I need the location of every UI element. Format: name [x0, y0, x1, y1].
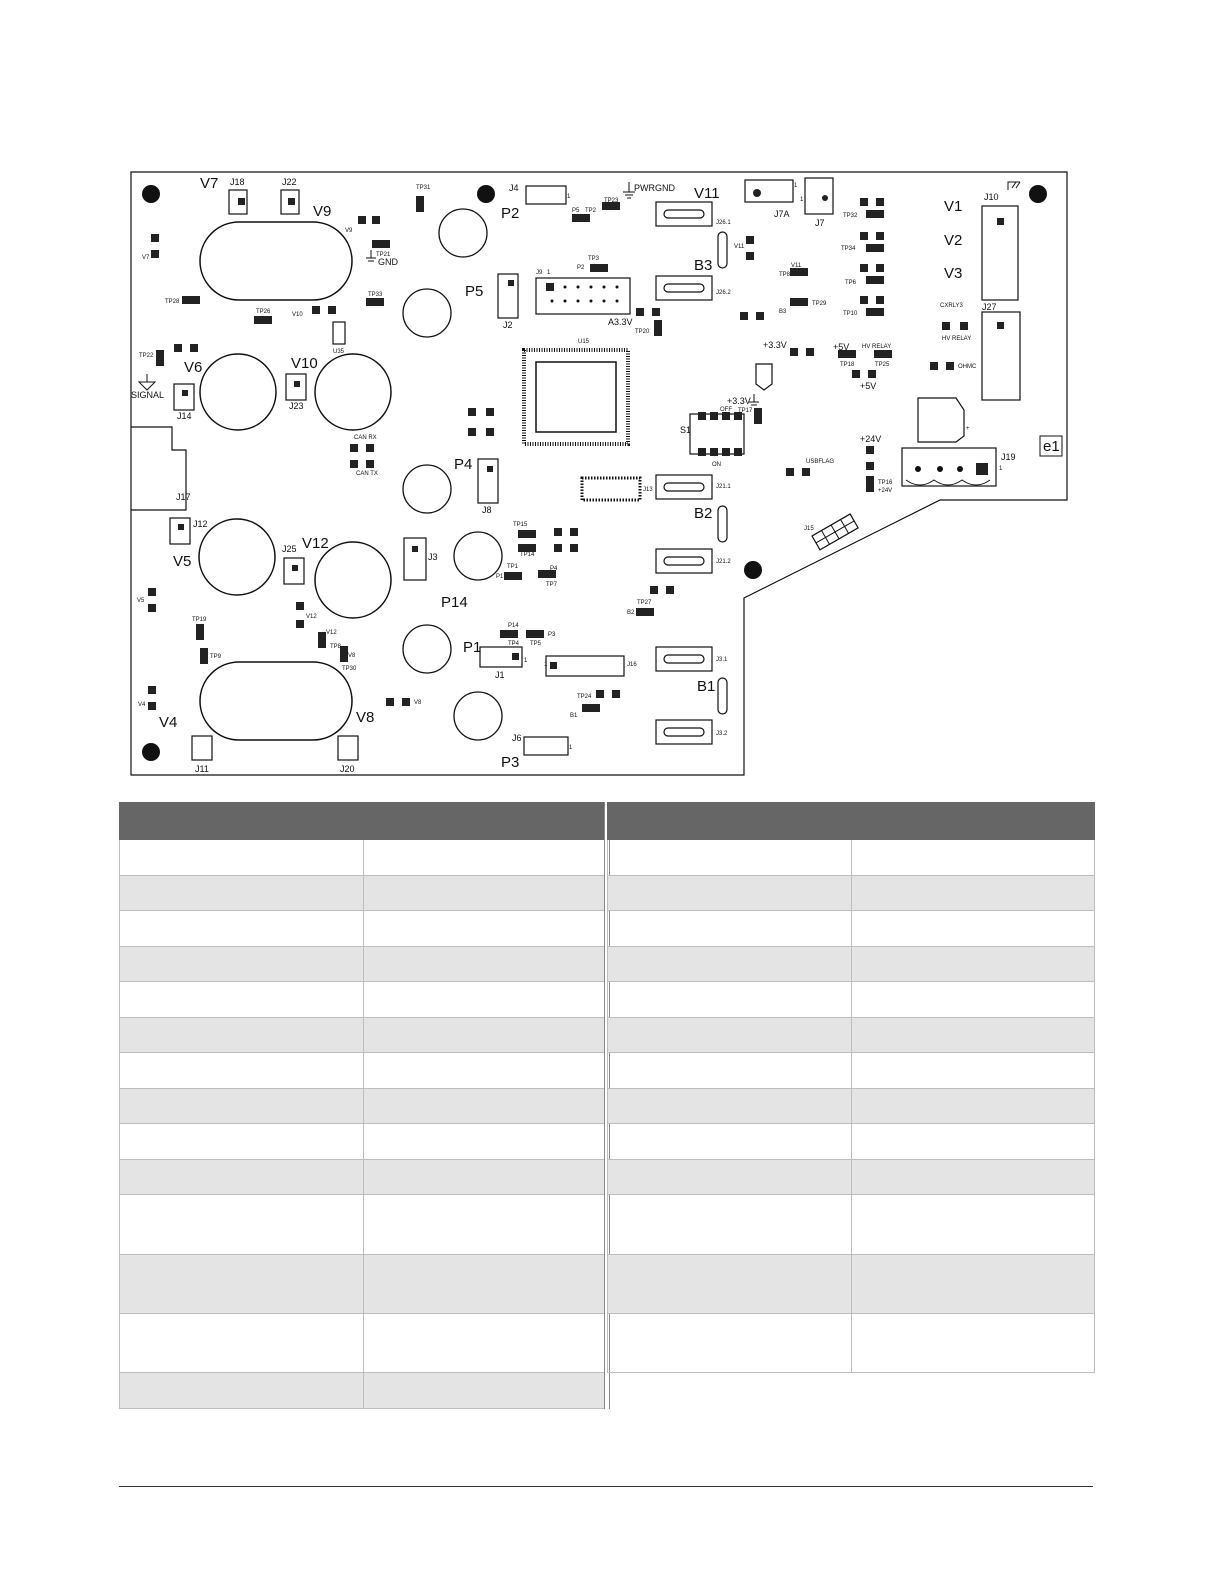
table-cell — [120, 1089, 364, 1124]
svg-text:P1: P1 — [496, 574, 504, 580]
table-cell — [120, 947, 364, 982]
svg-text:J26.1: J26.1 — [716, 220, 731, 226]
table-cell — [120, 1124, 364, 1160]
svg-text:TP27: TP27 — [637, 600, 652, 606]
smd-pads — [148, 189, 1004, 712]
table-cell — [120, 982, 364, 1018]
svg-text:V1: V1 — [944, 198, 963, 215]
connector-j13 — [582, 478, 640, 500]
table-cell — [851, 1053, 1095, 1089]
svg-text:TP8: TP8 — [330, 644, 342, 650]
svg-text:PWRGND: PWRGND — [634, 183, 675, 193]
svg-text:TP32: TP32 — [843, 213, 858, 219]
mount-hole-bottom-left — [142, 743, 160, 761]
table-cell — [851, 1314, 1095, 1373]
svg-text:J26.2: J26.2 — [716, 290, 731, 296]
svg-text:TP16: TP16 — [878, 480, 893, 486]
table-cell — [363, 1053, 607, 1089]
table-cell — [363, 982, 607, 1018]
svg-text:TP33: TP33 — [368, 292, 383, 298]
svg-text:J27: J27 — [982, 302, 997, 312]
svg-text:+5V: +5V — [833, 342, 850, 352]
table-cell — [120, 911, 364, 947]
svg-text:J17: J17 — [176, 492, 191, 502]
table-cell — [851, 1195, 1095, 1255]
header-j9 — [536, 278, 630, 314]
svg-text:1: 1 — [544, 662, 548, 668]
table-cell — [608, 911, 852, 947]
valve-v9-oval — [200, 222, 352, 300]
table-cell — [608, 947, 852, 982]
svg-text:J1: J1 — [495, 670, 505, 680]
svg-text:GND: GND — [378, 257, 398, 267]
svg-text:V8: V8 — [414, 700, 422, 706]
table-cell — [363, 1314, 607, 1373]
pump-p1-circle — [403, 625, 451, 673]
svg-text:TP2: TP2 — [585, 208, 597, 214]
svg-text:TP7: TP7 — [546, 582, 558, 588]
svg-text:TP5: TP5 — [530, 641, 542, 647]
svg-text:V4: V4 — [159, 714, 178, 731]
svg-text:J13: J13 — [643, 487, 653, 493]
svg-text:V7: V7 — [200, 175, 219, 192]
table-cell — [120, 876, 364, 911]
svg-text:1: 1 — [794, 183, 798, 189]
table-cell — [851, 1255, 1095, 1314]
svg-text:TP18: TP18 — [840, 362, 855, 368]
svg-text:V6: V6 — [184, 359, 203, 376]
svg-text:1: 1 — [547, 270, 551, 276]
svg-text:1: 1 — [569, 745, 573, 751]
svg-text:J9: J9 — [536, 270, 543, 276]
svg-text:B2: B2 — [694, 505, 713, 522]
svg-text:ON: ON — [712, 462, 721, 468]
svg-text:TP15: TP15 — [513, 522, 528, 528]
svg-text:V12: V12 — [326, 630, 337, 636]
mount-hole-top-right — [1029, 185, 1047, 203]
svg-text:V8: V8 — [348, 653, 356, 659]
svg-text:V8: V8 — [356, 709, 375, 726]
table-cell — [363, 1195, 607, 1255]
reference-table-right — [607, 802, 1095, 1373]
svg-text:S1: S1 — [680, 425, 692, 435]
svg-text:OHMC: OHMC — [958, 364, 977, 370]
svg-text:V10: V10 — [291, 355, 318, 372]
table-cell — [608, 1053, 852, 1089]
svg-text:J6: J6 — [512, 733, 522, 743]
svg-text:V11: V11 — [734, 244, 745, 250]
svg-text:TP8: TP8 — [779, 272, 791, 278]
svg-text:P4: P4 — [550, 566, 558, 572]
svg-text:A3.3V: A3.3V — [608, 317, 633, 327]
svg-text:P14: P14 — [441, 594, 468, 611]
valve-v10-circle — [315, 354, 391, 430]
svg-text:TP14: TP14 — [520, 552, 535, 558]
svg-text:TP19: TP19 — [192, 617, 207, 623]
table-cell — [120, 1373, 364, 1409]
pump-p14-circle — [454, 532, 502, 580]
svg-text:TP28: TP28 — [165, 299, 180, 305]
table-cell — [608, 1124, 852, 1160]
svg-text:TP24: TP24 — [577, 694, 592, 700]
svg-text:V5: V5 — [173, 553, 192, 570]
table-cell — [608, 1018, 852, 1053]
table-cell — [851, 911, 1095, 947]
svg-text:USBFLAG: USBFLAG — [806, 459, 835, 465]
table-right-header — [608, 803, 1095, 840]
svg-text:TP25: TP25 — [875, 362, 890, 368]
capacitor-outline — [918, 398, 964, 442]
svg-text:TP10: TP10 — [843, 311, 858, 317]
svg-text:+: + — [966, 426, 970, 432]
svg-text:TP4: TP4 — [508, 641, 520, 647]
table-cell — [851, 1018, 1095, 1053]
svg-text:J25: J25 — [282, 544, 297, 554]
svg-text:J3: J3 — [428, 552, 438, 562]
valve-v6-circle — [200, 354, 276, 430]
svg-text:+24V: +24V — [878, 488, 893, 494]
table-cell — [120, 1255, 364, 1314]
svg-text:U15: U15 — [578, 339, 590, 345]
table-cell — [363, 1089, 607, 1124]
svg-text:CXRLY3: CXRLY3 — [940, 303, 963, 309]
svg-text:1: 1 — [567, 194, 571, 200]
svg-text:B2: B2 — [627, 610, 635, 616]
svg-text:B1: B1 — [570, 713, 578, 719]
svg-text:+5V: +5V — [860, 381, 877, 391]
svg-text:J23: J23 — [289, 401, 304, 411]
table-cell — [608, 1195, 852, 1255]
table-cell — [120, 1018, 364, 1053]
svg-text:P14: P14 — [508, 623, 519, 629]
svg-text:V9: V9 — [313, 203, 332, 220]
svg-text:J8: J8 — [482, 505, 492, 515]
table-cell — [608, 1255, 852, 1314]
svg-text:TP21: TP21 — [376, 252, 391, 258]
svg-text:+3.3V: +3.3V — [727, 396, 751, 406]
table-cell — [608, 982, 852, 1018]
svg-text:J21.2: J21.2 — [716, 559, 731, 565]
svg-text:TP30: TP30 — [342, 666, 357, 672]
table-cell — [363, 1160, 607, 1195]
svg-text:P2: P2 — [501, 205, 520, 222]
terminal-j19 — [906, 463, 990, 485]
pump-p3-circle — [454, 692, 502, 740]
svg-text:J3.2: J3.2 — [716, 731, 728, 737]
table-cell — [363, 1373, 607, 1409]
svg-text:V4: V4 — [138, 702, 146, 708]
mcu-u15 — [524, 350, 628, 444]
table-cell — [120, 1314, 364, 1373]
svg-text:HV RELAY: HV RELAY — [862, 344, 892, 350]
svg-text:TP6: TP6 — [845, 280, 857, 286]
svg-text:TP29: TP29 — [812, 301, 827, 307]
table-cell — [120, 840, 364, 876]
table-cell — [851, 876, 1095, 911]
svg-text:J15: J15 — [804, 526, 814, 532]
mount-hole-mid-right — [744, 561, 762, 579]
table-cell — [363, 1124, 607, 1160]
table-cell — [851, 1124, 1095, 1160]
mount-hole-top-mid — [477, 185, 495, 203]
svg-text:J21.1: J21.1 — [716, 484, 731, 490]
svg-text:J2: J2 — [503, 320, 513, 330]
small-connectors — [131, 178, 1020, 760]
table-left-header — [120, 803, 607, 840]
svg-text:V11: V11 — [694, 185, 720, 202]
svg-text:V5: V5 — [137, 598, 145, 604]
valve-v5-circle — [199, 519, 275, 595]
pump-p2-circle — [439, 209, 487, 257]
svg-text:TP23: TP23 — [604, 198, 619, 204]
svg-text:P2: P2 — [577, 265, 585, 271]
svg-text:TP34: TP34 — [841, 246, 856, 252]
footer-rule — [119, 1486, 1093, 1487]
table-cell — [608, 1314, 852, 1373]
svg-text:+24V: +24V — [860, 434, 882, 444]
svg-text:U35: U35 — [333, 349, 345, 355]
regulator-outline — [756, 364, 772, 390]
svg-text:J16: J16 — [627, 662, 637, 668]
table-cell — [363, 1255, 607, 1314]
svg-text:OFF: OFF — [720, 407, 732, 413]
component-labels — [159, 175, 1060, 771]
svg-text:TP17: TP17 — [738, 408, 753, 414]
svg-text:+3.3V: +3.3V — [763, 340, 787, 350]
svg-text:B1: B1 — [697, 678, 716, 695]
svg-text:V12: V12 — [306, 614, 317, 620]
svg-text:J18: J18 — [230, 177, 245, 187]
svg-text:TP22: TP22 — [139, 353, 154, 359]
table-cell — [120, 1160, 364, 1195]
svg-text:P5: P5 — [572, 208, 580, 214]
pump-p4-circle — [403, 465, 451, 513]
svg-text:SIGNAL: SIGNAL — [131, 390, 165, 400]
svg-text:1: 1 — [800, 197, 804, 203]
mount-hole-top-left — [142, 185, 160, 203]
reference-table-left — [119, 802, 607, 1409]
svg-text:V3: V3 — [944, 265, 963, 282]
table-cell — [363, 947, 607, 982]
svg-text:J14: J14 — [177, 411, 192, 421]
svg-text:J20: J20 — [340, 764, 355, 774]
svg-text:TP20: TP20 — [635, 329, 650, 335]
svg-text:P1: P1 — [463, 639, 482, 656]
table-cell — [851, 840, 1095, 876]
svg-text:e1: e1 — [1043, 438, 1060, 455]
table-cell — [120, 1195, 364, 1255]
svg-text:V11: V11 — [791, 263, 802, 269]
svg-text:V10: V10 — [292, 312, 303, 318]
svg-text:CAN TX: CAN TX — [356, 471, 378, 477]
svg-text:TP1: TP1 — [507, 564, 519, 570]
table-cell — [120, 1053, 364, 1089]
svg-text:TP9: TP9 — [210, 654, 222, 660]
table-cell — [851, 1160, 1095, 1195]
svg-text:P3: P3 — [501, 754, 520, 771]
table-cell — [608, 1089, 852, 1124]
svg-text:P5: P5 — [465, 283, 484, 300]
table-cell — [608, 1160, 852, 1195]
table-cell — [363, 911, 607, 947]
svg-text:TP31: TP31 — [416, 185, 431, 191]
svg-text:CAN RX: CAN RX — [354, 435, 377, 441]
svg-text:J4: J4 — [509, 183, 519, 193]
table-cell — [608, 876, 852, 911]
svg-text:P3: P3 — [548, 632, 556, 638]
svg-text:V9: V9 — [345, 228, 353, 234]
pump-p5-circle — [403, 289, 451, 337]
table-cell — [851, 947, 1095, 982]
table-cell — [363, 1018, 607, 1053]
svg-text:B3: B3 — [694, 257, 713, 274]
svg-text:V7: V7 — [142, 255, 150, 261]
svg-text:J7A: J7A — [774, 209, 790, 219]
svg-text:HV RELAY: HV RELAY — [942, 336, 972, 342]
svg-text:J22: J22 — [282, 177, 297, 187]
svg-text:1: 1 — [999, 466, 1003, 472]
table-cell — [363, 840, 607, 876]
svg-text:1: 1 — [524, 658, 528, 664]
table-cell — [608, 840, 852, 876]
svg-text:J12: J12 — [193, 519, 208, 529]
board-outline — [131, 172, 1067, 775]
svg-text:J3.1: J3.1 — [716, 657, 728, 663]
valve-v12-circle — [315, 542, 391, 618]
svg-text:V2: V2 — [944, 232, 963, 249]
table-cell — [851, 982, 1095, 1018]
svg-text:TP26: TP26 — [256, 309, 271, 315]
svg-text:J19: J19 — [1001, 452, 1016, 462]
svg-text:P4: P4 — [454, 456, 473, 473]
valve-v8-oval — [200, 662, 352, 740]
svg-text:B3: B3 — [779, 309, 787, 315]
table-cell — [851, 1089, 1095, 1124]
svg-text:J11: J11 — [195, 764, 209, 774]
svg-text:J7: J7 — [815, 218, 825, 228]
svg-text:TP3: TP3 — [588, 256, 600, 262]
svg-text:J10: J10 — [984, 192, 999, 202]
table-cell — [363, 876, 607, 911]
svg-text:V12: V12 — [302, 535, 329, 552]
